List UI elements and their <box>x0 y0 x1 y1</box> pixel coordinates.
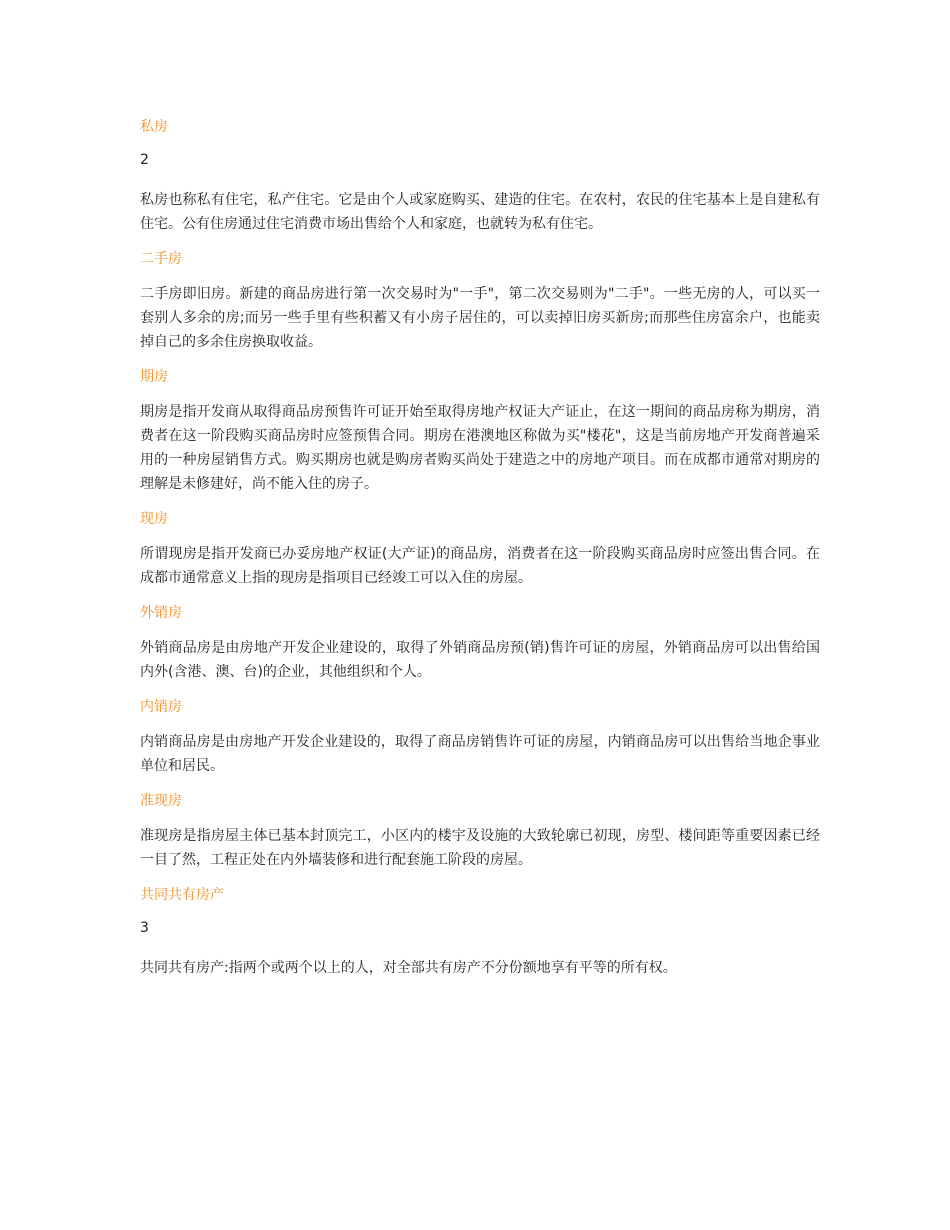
section-text-off-plan-house: 期房是指开发商从取得商品房预售许可证开始至取得房地产权证大产证止，在这一期间的商品房称为期房，消费者在这一阶段购买商品房时应签预售合同。期房在港澳地区称做为买"楼花"，这是当前房地产开发商普遍采用的一种房屋销售方式。购买期房也就是购房者购买尚处于建造之中的房地产项目。而在成都市通常对期房的理解是未修建好，尚不能入住的房子。 <box>140 404 820 492</box>
section-text-joint-property: 共同共有房产:指两个或两个以上的人，对全部共有房产不分份额地享有平等的所有权。 <box>140 960 677 976</box>
section-heading-export-house: 外销房 <box>140 605 182 621</box>
section-text-quasi-completed-house: 准现房是指房屋主体已基本封顶完工，小区内的楼宇及设施的大致轮廓已初现，房型、楼间距等重要因素已经一目了然，工程正处在内外墙装修和进行配套施工阶段的房屋。 <box>140 828 820 868</box>
section-text-second-hand-house: 二手房即旧房。新建的商品房进行第一次交易时为"一手"，第二次交易则为"二手"。一些无房的人，可以买一套别人多余的房;而另一些手里有些积蓄又有小房子居住的，可以卖掉旧房买新房;而那些住房富余户，也能卖掉自己的多余住房换取收益。 <box>140 286 820 350</box>
section-heading-domestic-house: 内销房 <box>140 699 182 715</box>
section-heading-completed-house: 现房 <box>140 511 168 527</box>
section-text-domestic-house: 内销商品房是由房地产开发企业建设的，取得了商品房销售许可证的房屋，内销商品房可以出售给当地企事业单位和居民。 <box>140 734 820 774</box>
section-text-private-house: 私房也称私有住宅，私产住宅。它是由个人或家庭购买、建造的住宅。在农村，农民的住宅基本上是自建私有住宅。公有住房通过住宅消费市场出售给个人和家庭，也就转为私有住宅。 <box>140 192 820 232</box>
section-text-completed-house: 所谓现房是指开发商已办妥房地产权证(大产证)的商品房，消费者在这一阶段购买商品房时应签出售合同。在成都市通常意义上指的现房是指项目已经竣工可以入住的房屋。 <box>140 546 820 586</box>
section-heading-off-plan-house: 期房 <box>140 369 168 385</box>
page-number: 3 <box>140 920 149 936</box>
section-text-export-house: 外销商品房是由房地产开发企业建设的，取得了外销商品房预(销)售许可证的房屋，外销商品房可以出售给国内外(含港、澳、台)的企业，其他组织和个人。 <box>140 640 820 680</box>
page-number: 2 <box>140 152 149 168</box>
section-heading-joint-property: 共同共有房产 <box>140 887 224 903</box>
section-heading-quasi-completed-house: 准现房 <box>140 793 182 809</box>
section-heading-second-hand-house: 二手房 <box>140 251 182 267</box>
section-heading-private-house: 私房 <box>140 119 168 135</box>
